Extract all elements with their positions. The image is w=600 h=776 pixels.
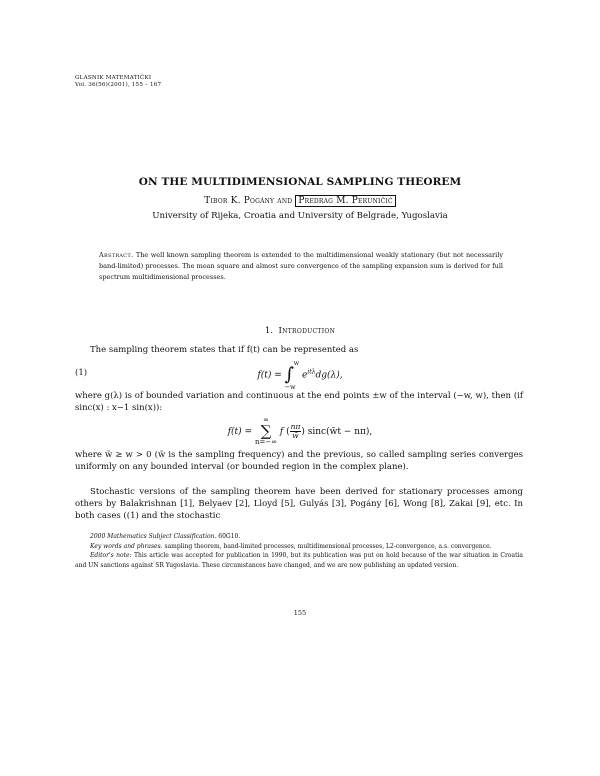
paragraph-3: where w̃ ≥ w > 0 (w̃ is the sampling frequency) and the previous, so called sampling series converges uniformly on any bounded interval (or bounded region in the complex plane). [75, 450, 523, 472]
footnotes [75, 532, 523, 570]
eq2-tail: sinc(w̃t − nπ), [304, 427, 373, 437]
summation-sign: ∞ ∑ n=−∞ [254, 416, 278, 446]
journal-volume: Vol. 36(56)(2001), 155 – 167 [75, 82, 162, 88]
abstract [99, 250, 503, 283]
section-number: 1. [264, 326, 274, 336]
eq2-lhs: f(t) = [227, 427, 255, 437]
affiliation: University of Rijeka, Croatia and University of Belgrade, Yugoslavia [152, 211, 448, 221]
equation-2: f(t) = ∞ ∑ n=−∞ f ( $\frac{n\pi}{w̃}$ ) sinc(w̃t − nπ), [227, 416, 373, 446]
eq2-fraction [290, 423, 302, 440]
editors-note-label: Editor's note: [90, 552, 132, 559]
eq1-lhs: f(t) = [257, 370, 285, 381]
abstract-heading: Abstract. [99, 251, 134, 259]
section-title: Introduction [278, 326, 336, 336]
paper-title: ON THE MULTIDIMENSIONAL SAMPLING THEOREM [138, 176, 462, 188]
paragraph-1: The sampling theorem states that if f(t) can be represented as [90, 345, 359, 355]
msc-label: 2000 Mathematics Subject Classification. [90, 533, 217, 540]
editors-note-value: This article was accepted for publication in 1990, but its publication was put on hold because of the war situation in Croatia and UN sanctions against SR Yugoslavia. These circumstances have changed, and we are now publishing an updated version. [75, 552, 523, 569]
journal-name: GLASNIK MATEMATIČKI [75, 75, 152, 81]
eq1-exponent: itλ [307, 368, 316, 376]
eq1-upper-limit: w [293, 359, 300, 367]
paragraph-4: Stochastic versions of the sampling theorem have been derived for stationary processes among others by Balakrishnan [1], Belyaev [2], Lloyd [5], Gulyás [3], Pogány [6], Wong [8], Zakai [9], etc. In both cases ((1) and the stochastic [75, 487, 523, 521]
footnote-msc [75, 532, 523, 542]
keywords-value: sampling theorem, band-limited processes, multidimensional processes, L2-convergence, a.s. convergence. [162, 542, 492, 550]
eq2-denominator: w̃ [292, 431, 299, 440]
equation-1 [150, 359, 450, 391]
author-line [0, 196, 600, 206]
eq2-upper-limit: ∞ [263, 416, 269, 424]
eq1-rhs: e [302, 370, 308, 381]
author-2: Predrag M. Peruničić [295, 195, 395, 207]
footnote-keywords [75, 542, 523, 552]
section-heading [0, 326, 600, 336]
footnote-editors-note [75, 551, 523, 570]
journal-header [75, 75, 161, 89]
eq2-f: f [279, 427, 287, 437]
author-1: Tibor K. Pogány [204, 196, 275, 206]
page-number: 155 [293, 609, 307, 617]
eq2-numerator: nπ [290, 422, 301, 431]
msc-value: 60G10. [216, 533, 241, 540]
abstract-text: The well known sampling theorem is extended to the multidimensional weakly stationary (but not necessarily band-limited) processes. The mean square and almost sure convergence of the sampling expansion sum is derived for full spectrum multidimensional processes. [99, 251, 503, 281]
integral-sign: w ∫ −w [284, 359, 300, 391]
paragraph-2: where g(λ) is of bounded variation and continuous at the end points ±w of the interval (−w, w), then (if sinc(x) : x−1 sin(x)): [75, 391, 523, 413]
keywords-label: Key words and phrases. [90, 542, 163, 550]
author-and: and [277, 196, 293, 206]
eq1-lower-limit: −w [284, 383, 296, 391]
eq2-lower-limit: n=−∞ [254, 438, 278, 446]
equation-1-number: (1) [75, 368, 88, 378]
eq1-tail: dg(λ), [315, 370, 343, 381]
